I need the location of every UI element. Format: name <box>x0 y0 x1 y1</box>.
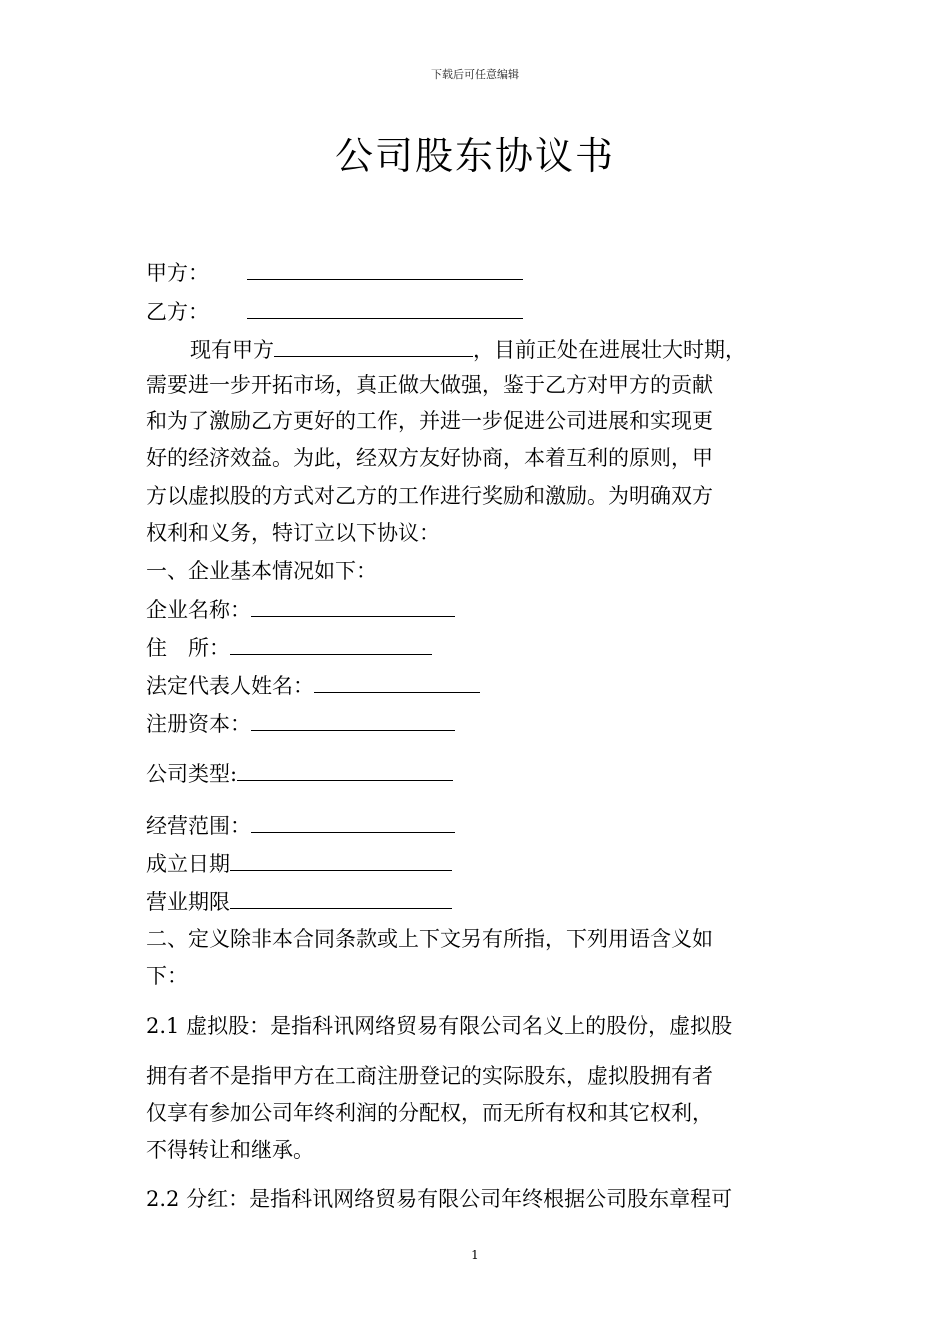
intro-line-5: 方以虚拟股的方式对乙方的工作进行奖励和激励。为明确双方 <box>146 484 713 508</box>
intro-line-4: 好的经济效益。为此，经双方友好协商，本着互利的原则，甲 <box>146 446 713 470</box>
def1-line-2: 拥有者不是指甲方在工商注册登记的实际股东，虚拟股拥有者 <box>146 1064 713 1088</box>
company-type-line <box>146 758 453 788</box>
legal-rep-label: 法定代表人姓名： <box>146 674 314 698</box>
def1-line-4: 不得转让和继承。 <box>146 1138 314 1162</box>
capital-blank[interactable] <box>251 708 455 731</box>
section2-heading-line-1: 二、定义除非本合同条款或上下文另有所指，下列用语含义如 <box>146 927 713 951</box>
established-label: 成立日期 <box>146 852 230 876</box>
document-title: 公司股东协议书 <box>334 134 615 178</box>
intro-line-3: 和为了激励乙方更好的工作，并进一步促进公司进展和实现更 <box>146 409 713 433</box>
address-label: 住 所： <box>146 636 230 660</box>
capital-line <box>146 708 455 738</box>
company-name-blank[interactable] <box>251 594 455 617</box>
section2-heading-line-2: 下： <box>146 964 188 988</box>
business-scope-blank[interactable] <box>251 810 455 833</box>
intro-line-6: 权利和义务，特订立以下协议： <box>146 521 440 545</box>
company-type-blank[interactable] <box>237 758 453 781</box>
page-number: 1 <box>471 1248 479 1262</box>
party-a-blank[interactable] <box>247 257 523 280</box>
party-b-line <box>146 296 523 326</box>
address-line <box>146 632 432 662</box>
party-a-name-blank[interactable] <box>274 334 473 357</box>
def2-line-1: 2.2 分红：是指科讯网络贸易有限公司年终根据公司股东章程可 <box>146 1187 733 1211</box>
business-scope-line <box>146 810 455 840</box>
def1-line-1: 2.1 虚拟股：是指科讯网络贸易有限公司名义上的股份，虚拟股 <box>146 1014 733 1038</box>
term-label: 营业期限 <box>146 890 230 914</box>
business-scope-label: 经营范围： <box>146 814 251 838</box>
legal-rep-line <box>146 670 480 700</box>
party-b-blank[interactable] <box>247 296 523 319</box>
company-name-label: 企业名称： <box>146 598 251 622</box>
term-line <box>146 886 452 916</box>
def1-line-3: 仅享有参加公司年终利润的分配权，而无所有权和其它权利， <box>146 1101 713 1125</box>
address-blank[interactable] <box>230 632 432 655</box>
company-type-label: 公司类型: <box>146 762 238 786</box>
established-blank[interactable] <box>230 848 452 871</box>
capital-label: 注册资本： <box>146 712 251 736</box>
company-name-line <box>146 594 455 624</box>
party-a-line <box>146 257 523 287</box>
section1-heading: 一、企业基本情况如下： <box>146 559 377 583</box>
intro-line-2: 需要进一步开拓市场，真正做大做强，鉴于乙方对甲方的贡献 <box>146 373 713 397</box>
legal-rep-blank[interactable] <box>314 670 480 693</box>
intro-prefix: 现有甲方 <box>190 338 274 362</box>
term-blank[interactable] <box>230 886 452 909</box>
party-a-label: 甲方： <box>146 261 209 285</box>
intro-suffix: ，目前正处在进展壮大时期， <box>473 338 746 362</box>
intro-line-1 <box>190 334 746 364</box>
header-note: 下载后可任意编辑 <box>431 68 519 81</box>
party-b-label: 乙方： <box>146 300 209 324</box>
established-line <box>146 848 452 878</box>
